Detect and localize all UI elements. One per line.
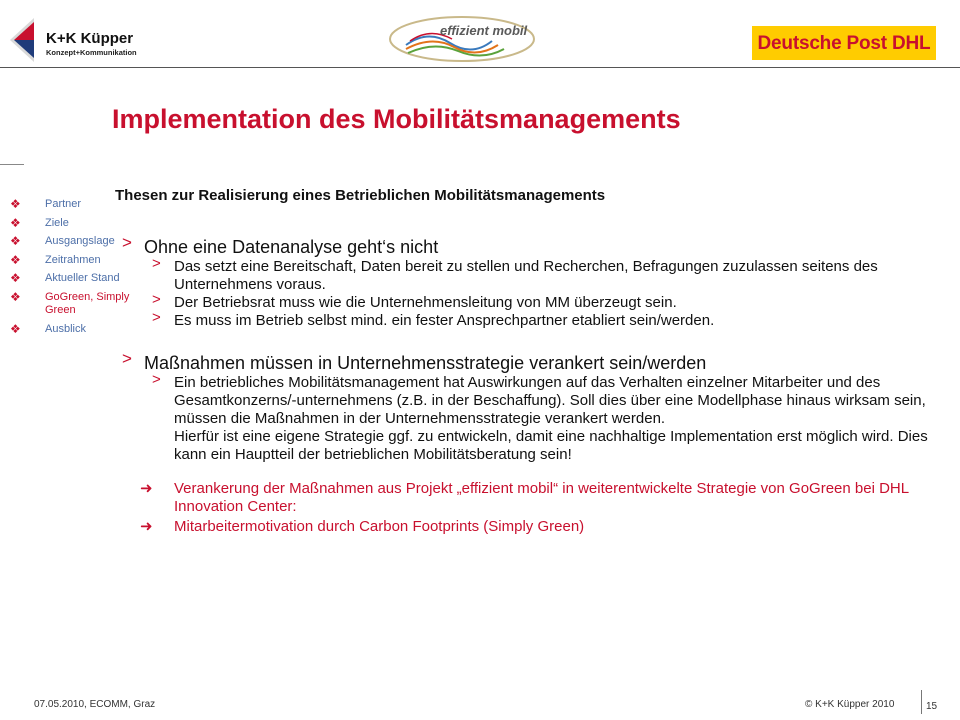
sidebar-divider: [0, 164, 24, 165]
chevron-right-icon: >: [122, 233, 132, 252]
conclusion-text: Mitarbeitermotivation durch Carbon Footprints (Simply Green): [174, 518, 585, 535]
diamond-bullet-icon: ❖: [10, 271, 21, 285]
thesis-point-text: Der Betriebsrat muss wie die Unternehmensleitung von MM überzeugt sein.: [174, 294, 677, 311]
sidebar-item-partner[interactable]: [10, 198, 130, 212]
conclusion-item: [118, 480, 948, 516]
footer-date-event: 07.05.2010, ECOMM, Graz: [34, 699, 156, 710]
sidebar-item-ziele[interactable]: [10, 217, 130, 231]
thesis-heading: [118, 233, 948, 258]
sidebar-item-gogreen[interactable]: [10, 291, 130, 318]
diamond-bullet-icon: ❖: [10, 321, 21, 336]
chevron-right-icon: >: [122, 349, 132, 368]
dhl-logo-text: Deutsche Post DHL: [757, 33, 931, 54]
diamond-bullet-icon: ❖: [10, 197, 21, 211]
diamond-bullet-icon: ❖: [10, 234, 21, 248]
arrow-right-icon: ➜: [140, 480, 153, 497]
thesis-point-continuation: [118, 428, 948, 464]
sidebar-item-ausblick[interactable]: [10, 323, 130, 337]
conclusion-text: Verankerung der Maßnahmen aus Projekt „effizient mobil“ in weiterentwickelte Strategie von GoGreen bei DHL Innovation Center:: [174, 480, 909, 515]
thesis-point: [118, 255, 948, 294]
effizient-mobil-text: effizient mobil: [440, 23, 528, 38]
sidebar-item-label: Zeitrahmen: [45, 253, 101, 266]
diamond-bullet-icon: ❖: [10, 289, 21, 304]
sidebar-item-zeitrahmen[interactable]: [10, 254, 130, 268]
kk-logo-mark-icon: [8, 16, 42, 64]
thesis-heading: [118, 349, 948, 374]
sidebar-nav: [10, 198, 130, 341]
thesis-point-text: Es muss im Betrieb selbst mind. ein fester Ansprechpartner etabliert sein/werden.: [174, 312, 715, 329]
page-title: Implementation des Mobilitätsmanagements: [112, 104, 681, 134]
kk-kuepper-logo: [8, 10, 138, 66]
thesis-point: [118, 291, 948, 312]
sidebar-item-label: Aktueller Stand: [45, 272, 120, 284]
spacer: [118, 464, 948, 480]
thesis-heading-text: Maßnahmen müssen in Unternehmensstrategie verankert sein/werden: [144, 353, 707, 373]
page-number: 15: [926, 701, 938, 712]
sidebar-item-label: Ausgangslage: [45, 235, 115, 247]
arrow-right-icon: ➜: [140, 518, 153, 535]
kk-logo-subtitle: Konzept+Kommunikation: [46, 48, 137, 57]
spacer: [118, 330, 948, 352]
sidebar-item-aktueller-stand[interactable]: [10, 272, 130, 286]
chevron-right-icon: >: [152, 371, 161, 388]
header-divider: [0, 67, 960, 68]
thesis-point-text: Das setzt eine Bereitschaft, Daten bereit zu stellen und Recherchen, Befragungen zuzulassen seitens des Unternehmens voraus.: [174, 258, 878, 293]
conclusion-item: [118, 518, 948, 536]
chevron-right-icon: >: [152, 255, 161, 272]
thesis-point-text: Ein betriebliches Mobilitätsmanagement hat Auswirkungen auf das Verhalten einzelner Mitarbeiter und des Gesamtkonzerns/-unternehmens (z.B. in der Beschaffung). Soll dies über eine Modellphase hinaus wirksam sein, müssen die Maßnahmen in der Unternehmensstrategie verankert werden.: [174, 374, 926, 427]
slide-content: [118, 233, 948, 536]
chevron-right-icon: >: [152, 291, 161, 308]
sidebar-item-ausgangslage[interactable]: [10, 235, 130, 249]
diamond-bullet-icon: ❖: [10, 215, 21, 230]
footer-divider: [921, 690, 922, 714]
slide-subheading: Thesen zur Realisierung eines Betrieblichen Mobilitätsmanagements: [115, 187, 606, 204]
thesis-point: [118, 309, 948, 330]
effizient-mobil-logo: [388, 15, 536, 63]
deutsche-post-dhl-logo: [752, 26, 936, 60]
thesis-heading-text: Ohne eine Datenanalyse geht‘s nicht: [144, 237, 439, 257]
chevron-right-icon: >: [152, 309, 161, 326]
sidebar-item-label: Ausblick: [45, 322, 86, 335]
kk-logo-name: K+K Küpper: [46, 30, 134, 47]
footer-copyright: © K+K Küpper 2010: [805, 699, 895, 710]
diamond-bullet-icon: ❖: [10, 252, 21, 267]
sidebar-item-label: Ziele: [45, 216, 69, 229]
sidebar-item-label: Partner: [45, 198, 82, 210]
thesis-point-extra-text: Hierfür ist eine eigene Strategie ggf. zu entwickeln, damit eine nachhaltige Implementation erst möglich wird. Dies kann ein Hauptteil der betrieblichen Mobilitätsberatung sein!: [174, 428, 928, 463]
thesis-point: [118, 371, 948, 428]
sidebar-item-label: GoGreen, Simply Green: [45, 290, 130, 316]
